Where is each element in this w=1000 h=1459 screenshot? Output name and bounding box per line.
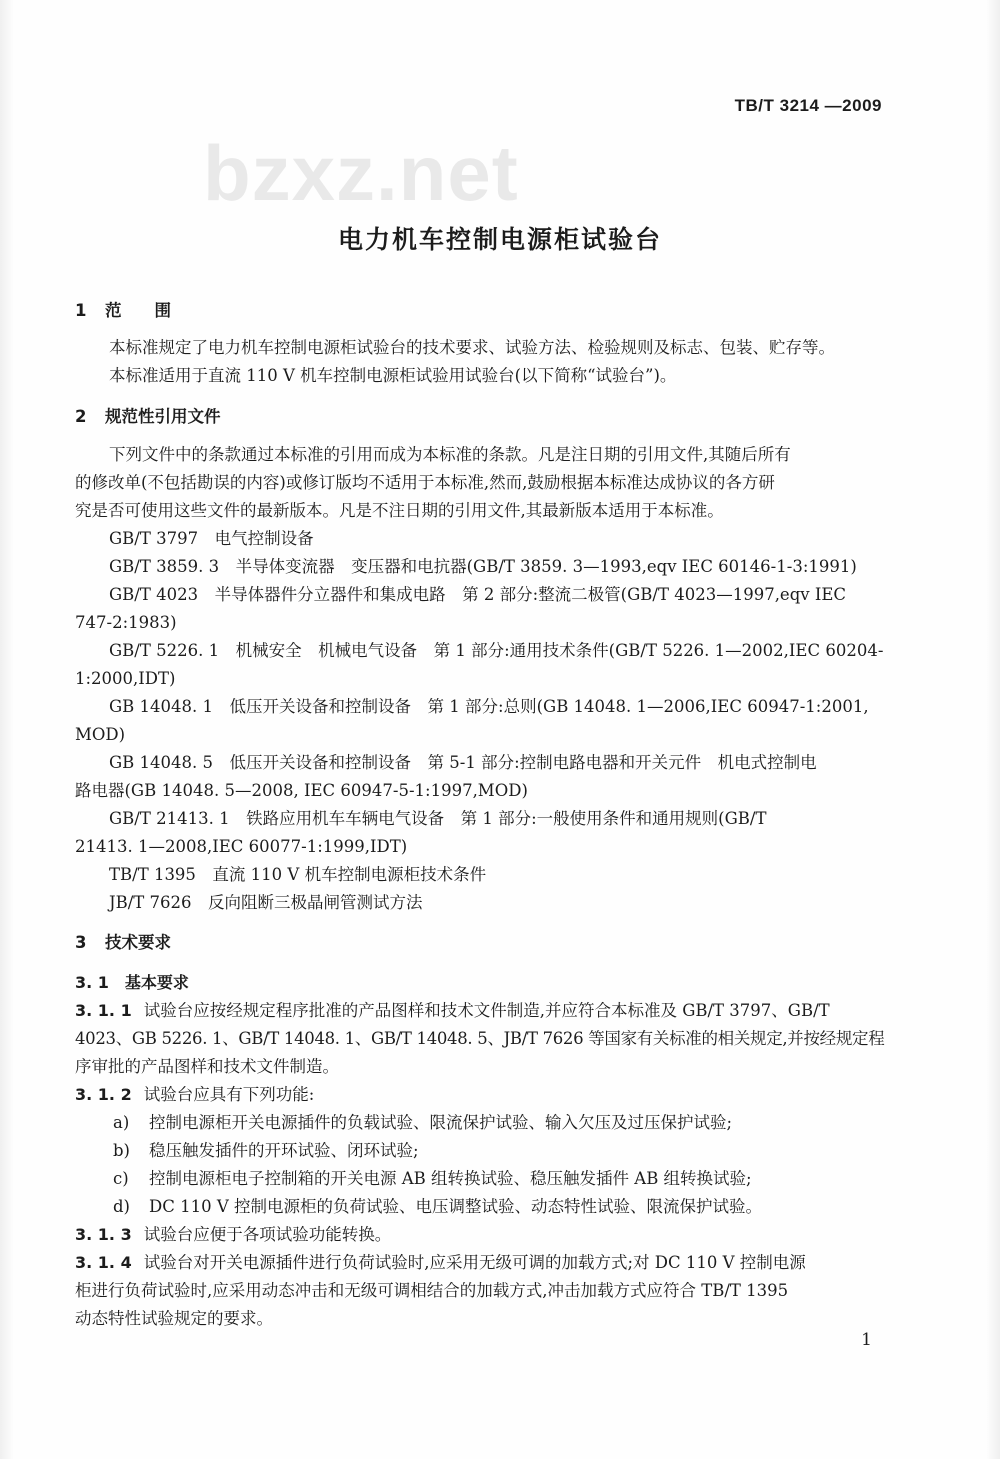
standard-code: TB/T 3214 —2009 [734,96,882,115]
clause-text: 试验台应具有下列功能: [143,1085,315,1104]
reference-item: GB/T 21413. 1 铁路应用机车车辆电气设备 第 1 部分:一般使用条件和通用规则(GB/T [109,809,767,828]
list-item [75,1165,885,1193]
page-edge-shadow [0,0,14,1459]
page-number: 1 [861,1330,872,1350]
clause-3-1-1 [75,997,885,1081]
clause-text: 4023、GB 5226. 1、GB/T 14048. 1、GB/T 14048. 5、JB/T 7626 等国家有关标准的相关规定,并按经规定程 [75,1029,885,1048]
section-heading [75,297,885,325]
section-title: 技术要求 [105,933,171,952]
section-number: 2 [75,407,87,426]
clause-number: 3. 1. 3 [75,1225,132,1244]
reference-item: GB 14048. 5 低压开关设备和控制设备 第 5-1 部分:控制电路电器和开关元件 机电式控制电 [109,753,817,772]
reference-item: GB 14048. 1 低压开关设备和控制设备 第 1 部分:总则(GB 14048. 1—2006,IEC 60947-1:2001, [109,697,869,716]
clause-text: 试验台应便于各项试验功能转换。 [143,1225,392,1244]
clause-text: 序审批的产品图样和技术文件制造。 [75,1057,339,1076]
paragraph-line: 究是否可使用这些文件的最新版本。凡是不注日期的引用文件,其最新版本适用于本标准。 [75,501,724,520]
reference-item: TB/T 1395 直流 110 V 机车控制电源柜技术条件 [109,865,487,884]
section-number: 1 [75,301,87,320]
reference-item: GB/T 3859. 3 半导体变流器 变压器和电抗器(GB/T 3859. 3—1993,eqv IEC 60146-1-3:1991) [109,557,857,576]
list-item [75,1193,885,1221]
reference-item: GB/T 4023 半导体器件分立器件和集成电路 第 2 部分:整流二极管(GB/T 4023—1997,eqv IEC [109,585,847,604]
clause-3-1-4 [75,1249,885,1333]
subsection-title: 基本要求 [124,973,189,992]
section-number: 3 [75,933,87,952]
document-title: 电力机车控制电源柜试验台 [337,225,662,254]
list-item-mark: b) [113,1141,130,1160]
section-title: 规范性引用文件 [105,407,221,426]
reference-list [75,525,885,917]
list-item [75,1109,885,1137]
list-item [75,1137,885,1165]
page-edge-shadow [986,0,1000,1459]
subsection-number: 3. 1 [75,973,109,992]
section-3 [75,929,885,1333]
intro-paragraph [75,441,885,525]
paragraph-line: 的修改单(不包括勘误的内容)或修订版均不适用于本标准,然而,鼓励根据本标准达成协议的各方研 [75,473,775,492]
paragraph-line: 下列文件中的条款通过本标准的引用而成为本标准的条款。凡是注日期的引用文件,其随后所有 [109,445,791,464]
list-item-text: 控制电源柜电子控制箱的开关电源 AB 组转换试验、稳压触发插件 AB 组转换试验; [149,1169,752,1188]
section-1 [75,297,885,390]
reference-item: JB/T 7626 反向阻断三极晶闸管测试方法 [109,893,423,912]
section-heading [75,403,885,431]
section-2 [75,403,885,917]
subsection-heading [75,969,885,997]
clause-3-1-2 [75,1081,885,1221]
clause-number: 3. 1. 4 [75,1253,132,1272]
clause-3-1-3 [75,1221,885,1249]
reference-item: GB/T 5226. 1 机械安全 机械电气设备 第 1 部分:通用技术条件(GB/T 5226. 1—2002,IEC 60204- [109,641,884,660]
section-title: 范 围 [105,301,171,320]
reference-item-continuation: 747-2:1983) [75,613,177,632]
clause-number: 3. 1. 2 [75,1085,132,1104]
list-item-mark: c) [113,1169,129,1188]
clause-text: 试验台对开关电源插件进行负荷试验时,应采用无级可调的加载方式;对 DC 110 V 控制电源 [143,1253,806,1272]
paragraph: 本标准适用于直流 110 V 机车控制电源柜试验用试验台(以下简称“试验台”)。 [109,366,677,385]
paragraph: 本标准规定了电力机车控制电源柜试验台的技术要求、试验方法、检验规则及标志、包装、贮存等。 [109,338,835,357]
reference-item-continuation: MOD) [75,725,126,744]
list-item-text: DC 110 V 控制电源柜的负荷试验、电压调整试验、动态特性试验、限流保护试验。 [149,1197,762,1216]
list-item-mark: d) [113,1197,130,1216]
list-item-text: 控制电源柜开关电源插件的负载试验、限流保护试验、输入欠压及过压保护试验; [149,1113,733,1132]
clause-number: 3. 1. 1 [75,1001,132,1020]
section-heading [75,929,885,957]
reference-item: GB/T 3797 电气控制设备 [109,529,314,548]
reference-item-continuation: 1:2000,IDT) [75,669,176,688]
clause-text: 试验台应按经规定程序批准的产品图样和技术文件制造,并应符合本标准及 GB/T 3797、GB/T [143,1001,830,1020]
clause-text: 柜进行负荷试验时,应采用动态冲击和无级可调相结合的加载方式,冲击加载方式应符合 TB/T 1395 [75,1281,789,1300]
reference-item-continuation: 路电器(GB 14048. 5—2008, IEC 60947-5-1:1997,MOD) [75,781,528,800]
watermark: bzxz.net [203,129,519,217]
list-item-mark: a) [113,1113,130,1132]
clause-text: 动态特性试验规定的要求。 [75,1309,273,1328]
reference-item-continuation: 21413. 1—2008,IEC 60077-1:1999,IDT) [75,837,408,856]
list-item-text: 稳压触发插件的开环试验、闭环试验; [149,1141,419,1160]
